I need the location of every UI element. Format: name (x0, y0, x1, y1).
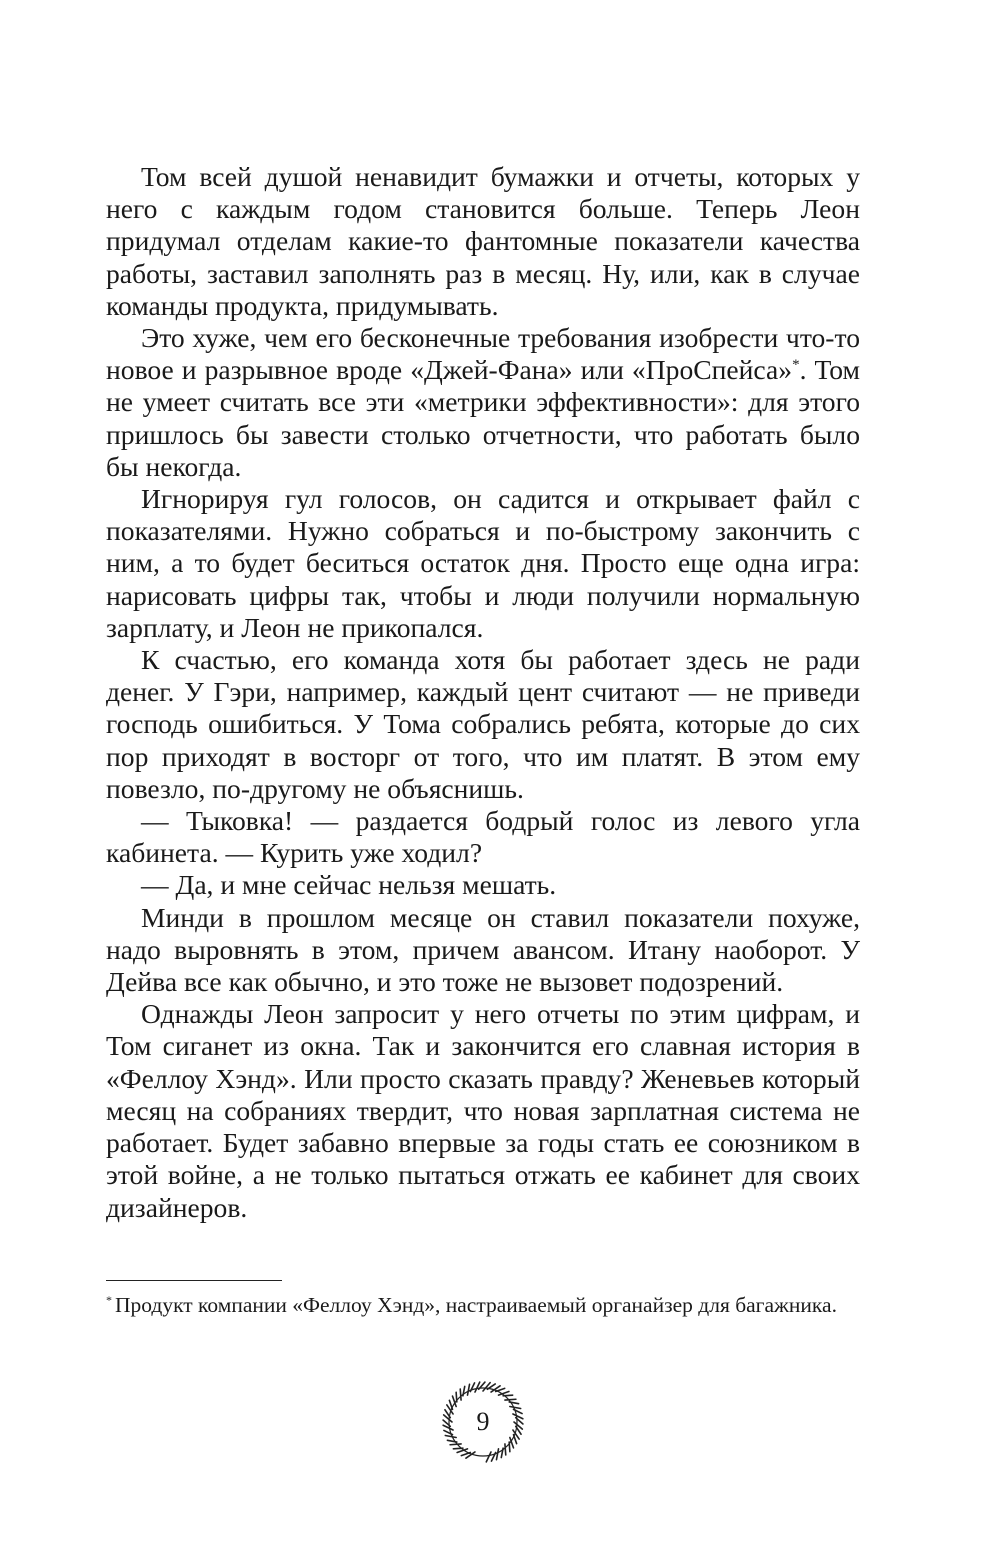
paragraph-6: Однажды Леон запросит у него отчеты по этим цифрам, и Том сиганет из окна. Так и закончится его славная история в «Феллоу Хэнд». Или просто сказать правду? Женевьев который месяц на собраниях твердит, что новая зарплатная система не работает. Будет забавно впервые за годы стать ее союзником в этой войне, а не только пытаться отжать ее кабинет для своих дизайнеров. (106, 998, 860, 1223)
page-number: 9 (476, 1407, 490, 1436)
paragraph-1: Том всей душой ненавидит бумажки и отчеты, которых у него с каждым годом становится больше. Теперь Леон придумал отделам какие-то фантомные показатели качества работы, заставил заполнять раз в месяц. Ну, или, как в случае команды продукта, придумывать. (106, 161, 860, 321)
paragraph-4: К счастью, его команда хотя бы работает здесь не ради денег. У Гэри, например, каждый цент считают — не приведи господь ошибиться. У Тома собрались ребята, которые до сих пор приходят в восторг от того, что им платят. В этом ему повезло, по-другому не объяснишь. (106, 644, 860, 804)
paragraph-2-part-1: Это хуже, чем его бесконечные требования изобрести что-то новое и разрывное вроде «Джей-Фана» или «ПроСпейса» (106, 322, 860, 386)
footnote-divider (106, 1280, 282, 1281)
footnote-marker: * (106, 1292, 112, 1307)
page-number-ornament (441, 1380, 525, 1464)
footnote-text: Продукт компании «Феллоу Хэнд», настраиваемый органайзер для багажника. (115, 1293, 837, 1317)
paragraph-3: Игнорируя гул голосов, он садится и открывает файл с показателями. Нужно собраться и по-быстрому закончить с ним, а то будет беситься остаток дня. Просто еще одна игра: нарисовать цифры так, чтобы и люди получили нормальную зарплату, и Леон не прикопался. (106, 483, 860, 643)
dialogue-line-1: — Тыковка! — раздается бодрый голос из левого угла кабинета. — Курить уже ходил? (106, 805, 860, 869)
footnote-reference: * (792, 357, 800, 374)
main-text (106, 161, 860, 1224)
footnote (106, 1290, 860, 1320)
dialogue-line-2: — Да, и мне сейчас нельзя мешать. (141, 869, 557, 901)
paragraph-2 (106, 322, 860, 483)
paragraph-5: Минди в прошлом месяце он ставил показатели похуже, надо выровнять в этом, причем авансом. Итану наоборот. У Дейва все как обычно, и это тоже не вызовет подозрений. (106, 901, 860, 998)
paragraph-2-part-2: . Том не умеет считать все эти «метрики эффективности»: для этого пришлось бы завести столько отчетности, что работать было бы некогда. (106, 354, 860, 482)
